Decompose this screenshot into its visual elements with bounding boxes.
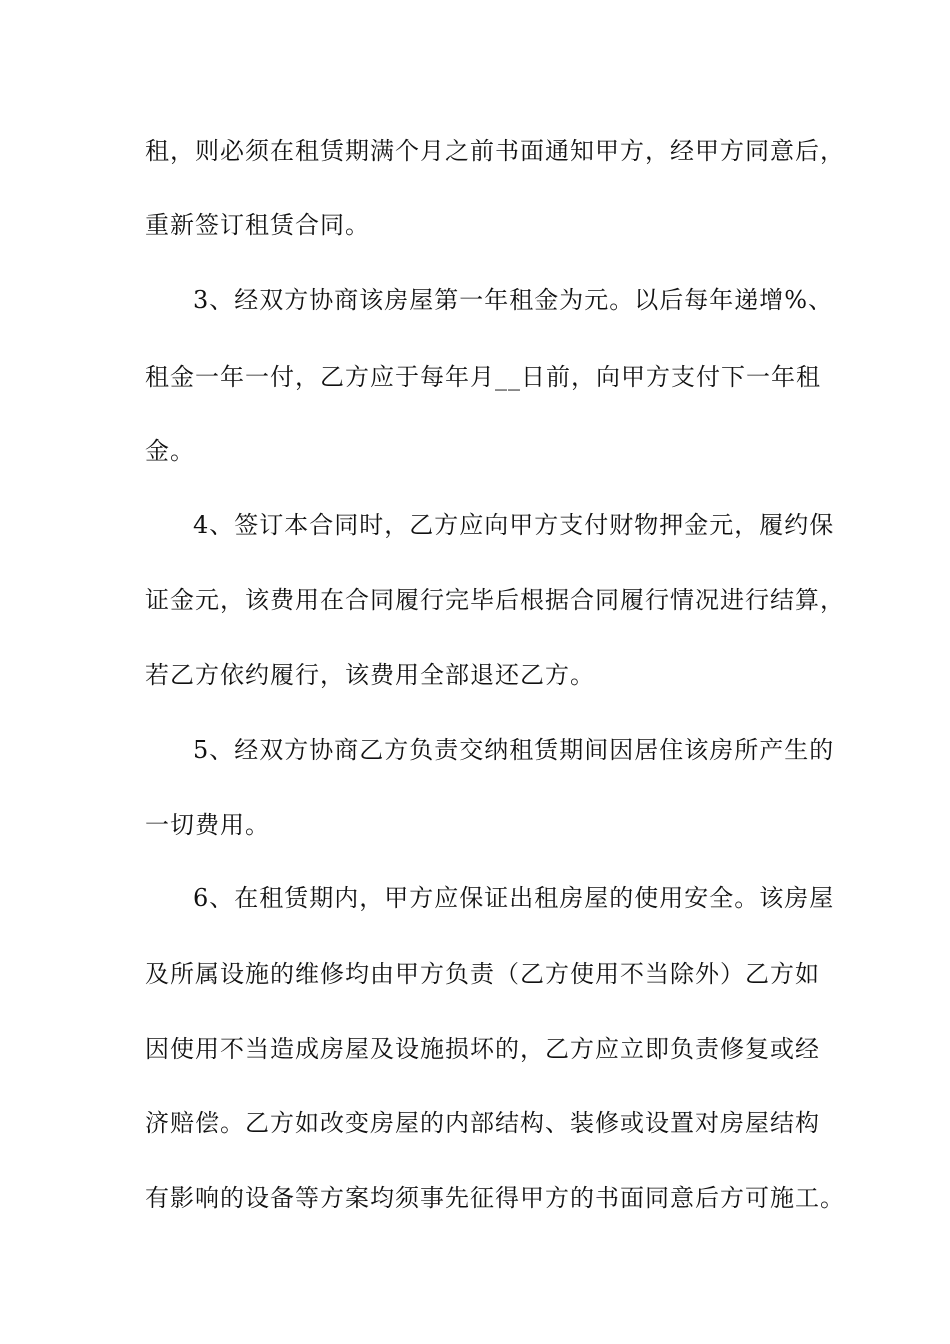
clause-5-line: 5、经双方协商乙方负责交纳租赁期间因居住该房所产生的 xyxy=(193,736,835,764)
paragraph-line: 济赔偿。乙方如改变房屋的内部结构、装修或设置对房屋结构 xyxy=(145,1109,820,1137)
paragraph-line: 因使用不当造成房屋及设施损坏的，乙方应立即负责修复或经 xyxy=(145,1035,820,1063)
clause-3-line: 3、经双方协商该房屋第一年租金为元。以后每年递增%、 xyxy=(193,286,834,314)
paragraph-line: 证金元，该费用在合同履行完毕后根据合同履行情况进行结算， xyxy=(145,586,845,614)
paragraph-line: 租金一年一付，乙方应于每年月__日前，向甲方支付下一年租 xyxy=(145,363,821,391)
paragraph-line: 金。 xyxy=(145,437,195,465)
paragraph-line: 一切费用。 xyxy=(145,811,270,839)
paragraph-line: 及所属设施的维修均由甲方负责（乙方使用不当除外）乙方如 xyxy=(145,960,820,988)
paragraph-line: 若乙方依约履行，该费用全部退还乙方。 xyxy=(145,661,595,689)
clause-6-line: 6、在租赁期内，甲方应保证出租房屋的使用安全。该房屋 xyxy=(193,884,835,912)
paragraph-line: 有影响的设备等方案均须事先征得甲方的书面同意后方可施工。 xyxy=(145,1184,845,1212)
paragraph-line: 重新签订租赁合同。 xyxy=(145,211,370,239)
paragraph-line: 租，则必须在租赁期满个月之前书面通知甲方，经甲方同意后， xyxy=(145,137,845,165)
clause-4-line: 4、签订本合同时，乙方应向甲方支付财物押金元，履约保 xyxy=(193,511,835,539)
